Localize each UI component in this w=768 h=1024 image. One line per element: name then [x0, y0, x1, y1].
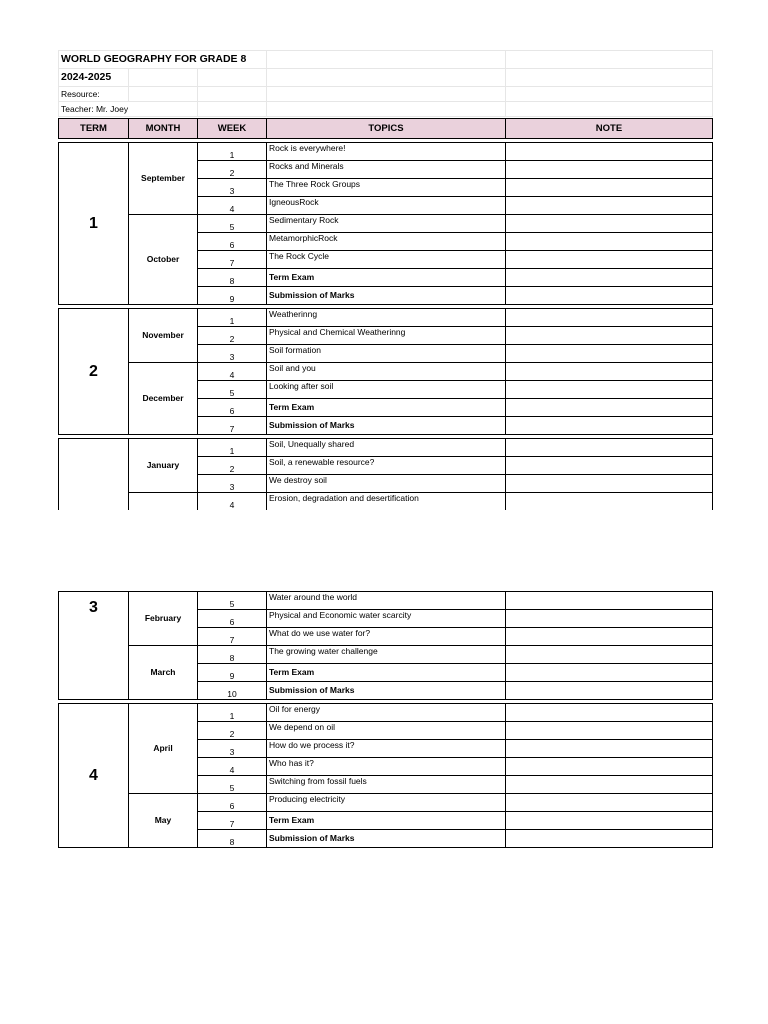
- week-cell: 2: [198, 457, 267, 475]
- topic-cell: MetamorphicRock: [267, 233, 506, 251]
- month-cell: April: [129, 704, 198, 794]
- table-row: [59, 439, 713, 457]
- term-1-block: [58, 142, 713, 305]
- note-cell[interactable]: [506, 143, 713, 161]
- month-cell: February: [129, 592, 198, 646]
- column-term: TERM: [59, 119, 129, 139]
- week-cell: 1: [198, 309, 267, 327]
- note-cell[interactable]: [506, 740, 713, 758]
- week-cell: 4: [198, 493, 267, 511]
- note-cell[interactable]: [506, 722, 713, 740]
- month-cell: May: [129, 794, 198, 848]
- note-cell[interactable]: [506, 309, 713, 327]
- note-cell[interactable]: [506, 269, 713, 287]
- week-cell: 5: [198, 776, 267, 794]
- note-cell[interactable]: [506, 287, 713, 305]
- topic-cell: Sedimentary Rock: [267, 215, 506, 233]
- term-number: 1: [59, 143, 129, 305]
- topic-cell: Oil for energy: [267, 704, 506, 722]
- note-cell[interactable]: [506, 646, 713, 664]
- table-row: [59, 592, 713, 610]
- note-cell[interactable]: [506, 812, 713, 830]
- column-note: NOTE: [506, 119, 713, 139]
- week-cell: 3: [198, 345, 267, 363]
- topic-cell: The Rock Cycle: [267, 251, 506, 269]
- note-cell[interactable]: [506, 493, 713, 511]
- week-cell: 7: [198, 628, 267, 646]
- topic-cell: Producing electricity: [267, 794, 506, 812]
- topic-cell: What do we use water for?: [267, 628, 506, 646]
- month-cell: March: [129, 646, 198, 700]
- week-cell: 7: [198, 251, 267, 269]
- topic-cell: Water around the world: [267, 592, 506, 610]
- topic-cell: Physical and Chemical Weatherinng: [267, 327, 506, 345]
- week-cell: 2: [198, 722, 267, 740]
- table-row: [59, 215, 713, 233]
- week-cell: 8: [198, 269, 267, 287]
- note-cell[interactable]: [506, 830, 713, 848]
- schedule-page-2: [58, 591, 712, 848]
- topic-cell: We depend on oil: [267, 722, 506, 740]
- note-cell[interactable]: [506, 704, 713, 722]
- table-row: [59, 646, 713, 664]
- week-cell: 5: [198, 592, 267, 610]
- term-3-block-part-2: [58, 591, 713, 700]
- resource-label: Resource:: [59, 87, 129, 102]
- topic-cell: Term Exam: [267, 269, 506, 287]
- topic-cell: Looking after soil: [267, 381, 506, 399]
- week-cell: 5: [198, 215, 267, 233]
- column-week: WEEK: [198, 119, 267, 139]
- month-cell-continued: [129, 493, 198, 511]
- topic-cell: The Three Rock Groups: [267, 179, 506, 197]
- term-4-block: [58, 703, 713, 848]
- schedule-page-1: [58, 50, 712, 510]
- note-cell[interactable]: [506, 475, 713, 493]
- week-cell: 1: [198, 704, 267, 722]
- month-cell: October: [129, 215, 198, 305]
- week-cell: 3: [198, 740, 267, 758]
- note-cell[interactable]: [506, 592, 713, 610]
- week-cell: 6: [198, 610, 267, 628]
- week-cell: 2: [198, 161, 267, 179]
- week-cell: 1: [198, 143, 267, 161]
- note-cell[interactable]: [506, 233, 713, 251]
- note-cell[interactable]: [506, 179, 713, 197]
- week-cell: 6: [198, 399, 267, 417]
- topic-cell: The growing water challenge: [267, 646, 506, 664]
- topic-cell: Term Exam: [267, 664, 506, 682]
- topic-cell: IgneousRock: [267, 197, 506, 215]
- week-cell: 10: [198, 682, 267, 700]
- topic-cell: Submission of Marks: [267, 287, 506, 305]
- note-cell[interactable]: [506, 628, 713, 646]
- week-cell: 1: [198, 439, 267, 457]
- note-cell[interactable]: [506, 345, 713, 363]
- note-cell[interactable]: [506, 161, 713, 179]
- note-cell[interactable]: [506, 682, 713, 700]
- school-year: 2024-2025: [59, 69, 129, 87]
- header-info: [58, 50, 713, 117]
- table-row: [59, 363, 713, 381]
- topic-cell: Soil, Unequally shared: [267, 439, 506, 457]
- table-row: [59, 143, 713, 161]
- term-number: 4: [59, 704, 129, 848]
- term-2-block: [58, 308, 713, 435]
- topic-cell: Term Exam: [267, 812, 506, 830]
- topic-cell: Submission of Marks: [267, 682, 506, 700]
- topic-cell: Submission of Marks: [267, 417, 506, 435]
- week-cell: 7: [198, 417, 267, 435]
- topic-cell: Rock is everywhere!: [267, 143, 506, 161]
- term-number-continued: [59, 439, 129, 511]
- week-cell: 3: [198, 475, 267, 493]
- week-cell: 4: [198, 758, 267, 776]
- term-number: 3: [59, 592, 129, 700]
- topic-cell: Switching from fossil fuels: [267, 776, 506, 794]
- note-cell[interactable]: [506, 251, 713, 269]
- note-cell[interactable]: [506, 664, 713, 682]
- note-cell[interactable]: [506, 327, 713, 345]
- topic-cell: Rocks and Minerals: [267, 161, 506, 179]
- week-cell: 5: [198, 381, 267, 399]
- week-cell: 4: [198, 363, 267, 381]
- month-cell: November: [129, 309, 198, 363]
- term-3-block-part-1: [58, 438, 713, 510]
- note-cell[interactable]: [506, 794, 713, 812]
- note-cell[interactable]: [506, 215, 713, 233]
- document-title: WORLD GEOGRAPHY FOR GRADE 8: [59, 51, 267, 69]
- week-cell: 9: [198, 664, 267, 682]
- table-row: [59, 309, 713, 327]
- topic-cell: Submission of Marks: [267, 830, 506, 848]
- topic-cell: Soil, a renewable resource?: [267, 457, 506, 475]
- week-cell: 8: [198, 646, 267, 664]
- note-cell[interactable]: [506, 758, 713, 776]
- column-header-row: [58, 118, 713, 139]
- topic-cell: Soil and you: [267, 363, 506, 381]
- week-cell: 2: [198, 327, 267, 345]
- note-cell[interactable]: [506, 457, 713, 475]
- topic-cell: Physical and Economic water scarcity: [267, 610, 506, 628]
- table-row: [59, 794, 713, 812]
- note-cell[interactable]: [506, 417, 713, 435]
- topic-cell: How do we process it?: [267, 740, 506, 758]
- topic-cell: Term Exam: [267, 399, 506, 417]
- week-cell: 4: [198, 197, 267, 215]
- month-cell: January: [129, 439, 198, 493]
- table-row: [59, 704, 713, 722]
- topic-cell: Soil formation: [267, 345, 506, 363]
- week-cell: 7: [198, 812, 267, 830]
- note-cell[interactable]: [506, 399, 713, 417]
- note-cell[interactable]: [506, 776, 713, 794]
- week-cell: 6: [198, 794, 267, 812]
- month-cell: December: [129, 363, 198, 435]
- topic-cell: Who has it?: [267, 758, 506, 776]
- note-cell[interactable]: [506, 197, 713, 215]
- note-cell[interactable]: [506, 381, 713, 399]
- week-cell: 6: [198, 233, 267, 251]
- column-topics: TOPICS: [267, 119, 506, 139]
- note-cell[interactable]: [506, 439, 713, 457]
- term-number: 2: [59, 309, 129, 435]
- month-cell: September: [129, 143, 198, 215]
- week-cell: 3: [198, 179, 267, 197]
- column-month: MONTH: [129, 119, 198, 139]
- week-cell: 9: [198, 287, 267, 305]
- teacher-label: Teacher: Mr. Joey: [59, 102, 198, 117]
- topic-cell: We destroy soil: [267, 475, 506, 493]
- topic-cell: Weatherinng: [267, 309, 506, 327]
- week-cell: 8: [198, 830, 267, 848]
- note-cell[interactable]: [506, 363, 713, 381]
- note-cell[interactable]: [506, 610, 713, 628]
- table-row: [59, 493, 713, 511]
- topic-cell: Erosion, degradation and desertification: [267, 493, 506, 511]
